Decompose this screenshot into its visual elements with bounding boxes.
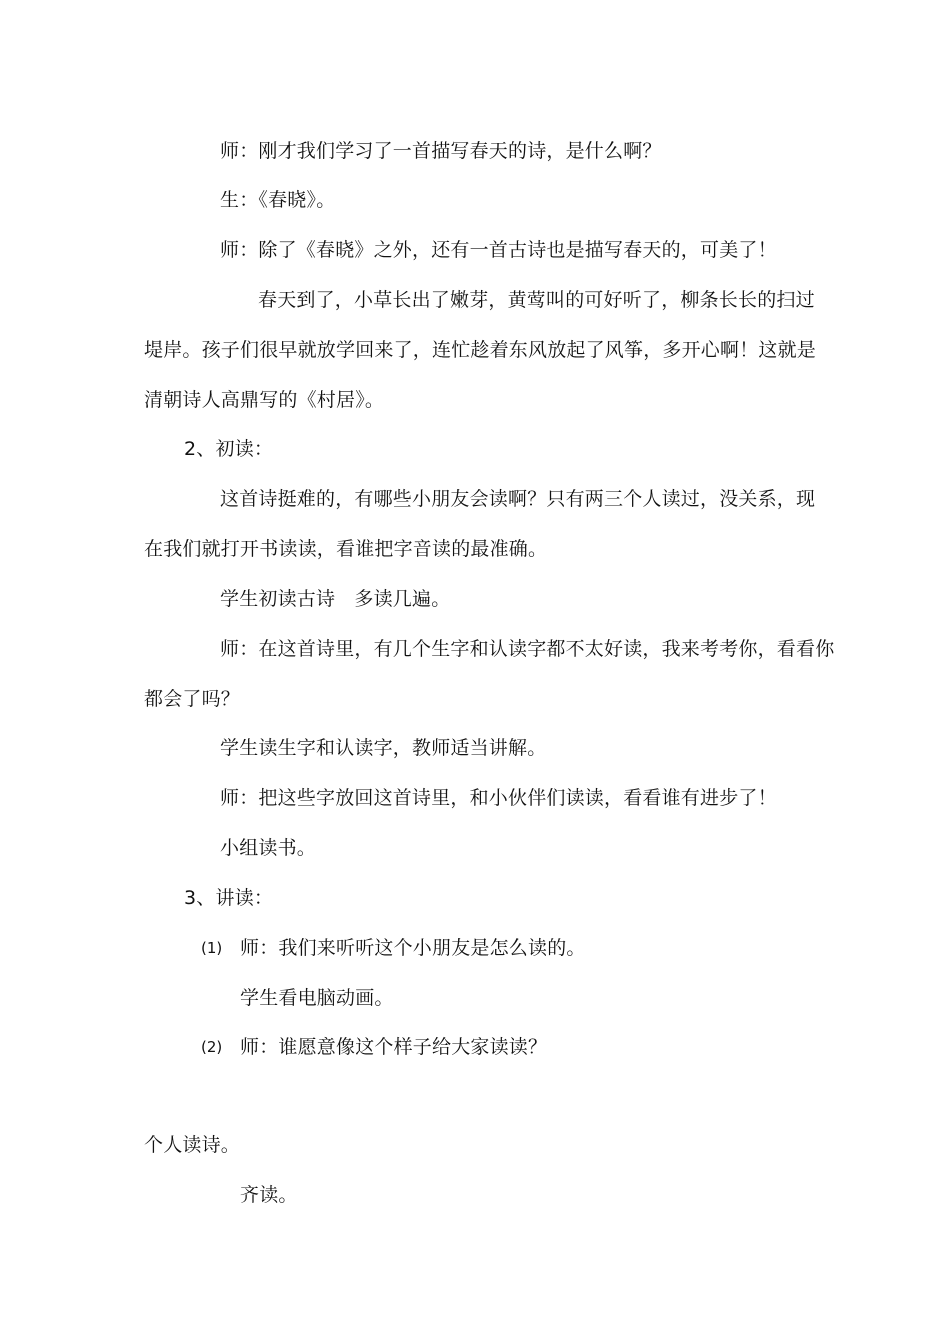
paragraph-line: 师：在这首诗里，有几个生字和认读字都不太好读，我来考考你，看看你: [220, 638, 835, 660]
paragraph-line: 春天到了，小草长出了嫩芽，黄莺叫的可好听了，柳条长长的扫过: [258, 289, 815, 311]
paragraph-line: 师：把这些字放回这首诗里，和小伙伴们读读，看看谁有进步了！: [220, 787, 777, 809]
paragraph-line: 学生初读古诗 多读几遍。: [220, 588, 451, 610]
paragraph-line: 清朝诗人高鼎写的《村居》。: [144, 389, 385, 411]
list-number: (1): [201, 939, 223, 957]
paragraph-line: 都会了吗？: [144, 688, 241, 710]
list-number: (2): [201, 1038, 223, 1056]
section-heading: 3、讲读：: [184, 887, 274, 909]
paragraph-line: 学生读生字和认读字，教师适当讲解。: [220, 737, 547, 759]
paragraph-line: 这首诗挺难的，有哪些小朋友会读啊？只有两三个人读过，没关系，现: [220, 488, 816, 510]
paragraph-line: 在我们就打开书读读，看谁把字音读的最准确。: [144, 538, 548, 560]
paragraph-line: 齐读。: [240, 1184, 298, 1206]
paragraph-line: 生：《春晓》。: [220, 189, 336, 211]
paragraph-line: 堤岸。孩子们很早就放学回来了，连忙趁着东风放起了风筝，多开心啊！这就是: [144, 339, 817, 361]
paragraph-line: 个人读诗。: [144, 1134, 241, 1156]
paragraph-line: 师：谁愿意像这个样子给大家读读？: [240, 1036, 548, 1058]
paragraph-line: 师：除了《春晓》之外，还有一首古诗也是描写春天的，可美了！: [220, 239, 777, 261]
paragraph-line: 小组读书。: [220, 837, 317, 859]
paragraph-line: 师：我们来听听这个小朋友是怎么读的。: [240, 937, 586, 959]
section-heading: 2、初读：: [184, 438, 274, 460]
paragraph-line: 学生看电脑动画。: [240, 987, 394, 1009]
paragraph-line: 师：刚才我们学习了一首描写春天的诗，是什么啊？: [220, 140, 662, 162]
